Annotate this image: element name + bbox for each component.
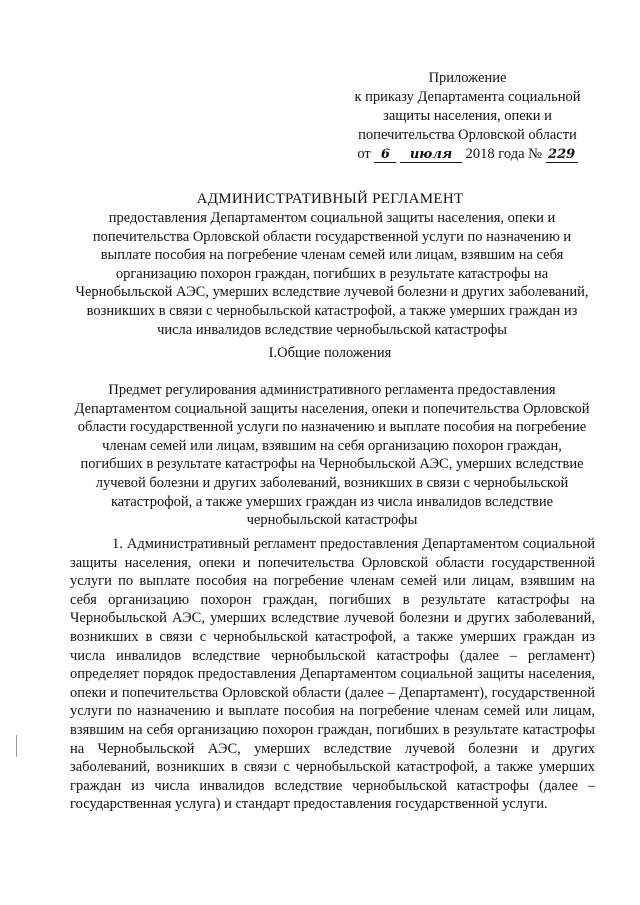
document-title: АДМИНИСТРАТИВНЫЙ РЕГЛАМЕНТ — [196, 191, 464, 207]
handwritten-order-number: 229 — [546, 148, 578, 163]
date-prefix: от — [357, 146, 371, 162]
section-heading: I.Общие положения — [268, 345, 392, 361]
appendix-order-line: к приказу Департамента социальной — [354, 89, 581, 105]
date-year: 2018 года — [465, 146, 525, 162]
appendix-block — [330, 69, 605, 164]
subject-heading: Предмет регулирования административного регламента предоставления Департаментом социальной защиты населения, опеки и попечительства Орловской области государственной услуги по назначению и выплате пособия на погребение членам семей или лицам, взявшим на себя организацию похорон граждан, погибших в результате катастрофы на Чернобыльской АЭС, умерших вследствие лучевой болезни и других заболеваний, возникших в связи с чернобыльской катастрофой, а также умерших граждан из числа инвалидов вследствие чернобыльской катастрофы — [74, 382, 590, 529]
number-sign: № — [528, 146, 542, 162]
appendix-region-line: попечительства Орловской области — [358, 127, 577, 143]
paragraph-1: 1. Административный регламент предоставления Департаментом социальной защиты населения, опеки и попечительства Орловской области государственной услуги по выплате пособия на погребение членам семей или лицам, взявшим на себя организацию похорон граждан, погибших в результате катастрофы на Чернобыльской АЭС, умерших вследствие лучевой болезни и других заболеваний, возникших в связи с чернобыльской катастрофой, а также умерших граждан из числа инвалидов вследствие чернобыльской катастрофы (далее – регламент) определяет порядок предоставления Департаментом социальной защиты населения, опеки и попечительства Орловской области (далее – Департамент), государственной услуги по назначению и выплате пособия на погребение членам семей или лицам, взявшим на себя организацию похорон граждан, погибших в результате катастрофы на Чернобыльской АЭС, умерших вследствие лучевой болезни и других заболеваний, возникших в связи с чернобыльской катастрофой, а также умерших граждан из числа инвалидов вследствие чернобыльской катастрофы (далее – государственная услуга) и стандарт предоставления государственной услуги. — [70, 536, 595, 813]
appendix-date-line — [330, 145, 605, 164]
handwritten-day: 6 — [374, 148, 396, 163]
document-subtitle: предоставления Департаментом социальной защиты населения, опеки и попечительства Орловской области государственной услуги по назначению и выплате пособия на погребение членам семей или лицам, взявшим на себя организацию похорон граждан, погибших в результате катастрофы на Чернобыльской АЭС, умерших вследствие лучевой болезни и других заболеваний, возникших в связи с чернобыльской катастрофой, а также умерших граждан из числа инвалидов вследствие чернобыльской катастрофы — [75, 210, 589, 338]
handwritten-month: июля — [400, 148, 462, 163]
margin-scan-mark — [16, 735, 17, 757]
appendix-department-line: защиты населения, опеки и — [383, 108, 552, 124]
appendix-heading: Приложение — [428, 70, 507, 86]
